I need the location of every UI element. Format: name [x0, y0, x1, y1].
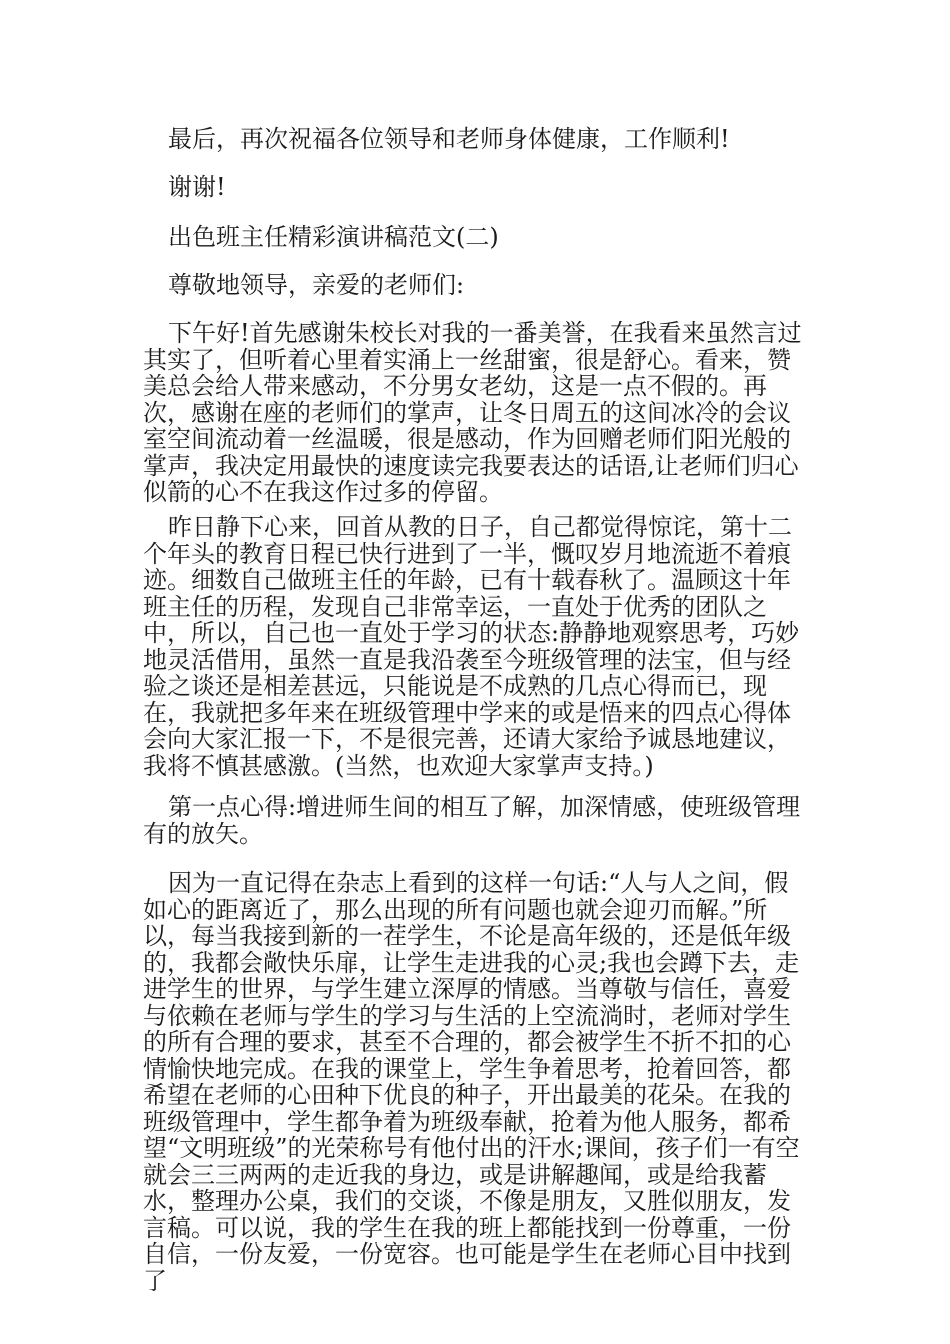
section-title: 出色班主任精彩演讲稿范文(二) — [168, 223, 499, 251]
salutation-paragraph: 尊敬地领导，亲爱的老师们: — [168, 271, 465, 299]
first-insight-body: 因为一直记得在杂志上看到的这样一句话:“人与人之间，假如心的距离近了，那么出现的所有问题也就会迎刃而解。”所以，每当我接到新的一茬学生，不论是高年级的，还是低年级的，我都会敞快乐扉，让学生走进我的心灵;我也会蹲下去，走进学生的世界，与学生建立深厚的情感。当尊敬与信任，喜爱与依赖在老师与学生的学习与生活的上空流淌时，老师对学生的所有合理的要求，甚至不合理的，都会被学生不折不扣的心情愉快地完成。在我的课堂上，学生争着思考，抢着回答，都希望在老师的心田种下优良的种子，开出最美的花朵。在我的班级管理中，学生都争着为班级奉献，抢着为他人服务，都希望“文明班级”的光荣称号有他付出的汗水;课间，孩子们一有空就会三三两两的走近我的身边，或是讲解趣闻，或是给我蓄水，整理办公桌，我们的交谈，不像是朋友，又胜似朋友，发言稿。可以说，我的学生在我的班上都能找到一份尊重，一份自信，一份友爱，一份宽容。也可能是学生在老师心目中找到了 — [143, 869, 800, 1295]
reflection-paragraph: 昨日静下心来，回首从教的日子，自己都觉得惊诧，第十二个年头的教育日程已快行进到了一半，慨叹岁月地流逝不着痕迹。细数自己做班主任的年龄，已有十载春秋了。温顾这十年班主任的历程，发现自己非常幸运，一直处于优秀的团队之中，所以，自己也一直处于学习的状态:静静地观察思考，巧妙地灵活借用，虽然一直是我沿袭至今班级管理的法宝，但与经验之谈还是相差甚远，只能说是不成熟的几点心得而已，现在，我就把多年来在班级管理中学来的或是悟来的四点心得体会向大家汇报一下，不是很完善，还请大家给予诚恳地建议，我将不慎甚感激。(当然，也欢迎大家掌声支持。) — [143, 513, 800, 780]
greeting-paragraph: 下午好!首先感谢朱校长对我的一番美誉，在我看来虽然言过其实了，但听着心里着实涌上一丝甜蜜，很是舒心。看来，赞美总会给人带来感动，不分男女老幼，这是一点不假的。再次，感谢在座的老师们的掌声，让冬日周五的这间冰冷的会议室空间流动着一丝温暖，很是感动，作为回赠老师们阳光般的掌声，我决定用最快的速度读完我要表达的话语,让老师们归心似箭的心不在我这作过多的停留。 — [143, 319, 802, 506]
thanks-paragraph: 谢谢! — [168, 173, 226, 201]
first-insight-heading: 第一点心得:增进师生间的相互了解，加深情感，使班级管理有的放矢。 — [143, 793, 801, 848]
closing-wish-paragraph: 最后，再次祝福各位领导和老师身体健康，工作顺利! — [168, 125, 730, 153]
